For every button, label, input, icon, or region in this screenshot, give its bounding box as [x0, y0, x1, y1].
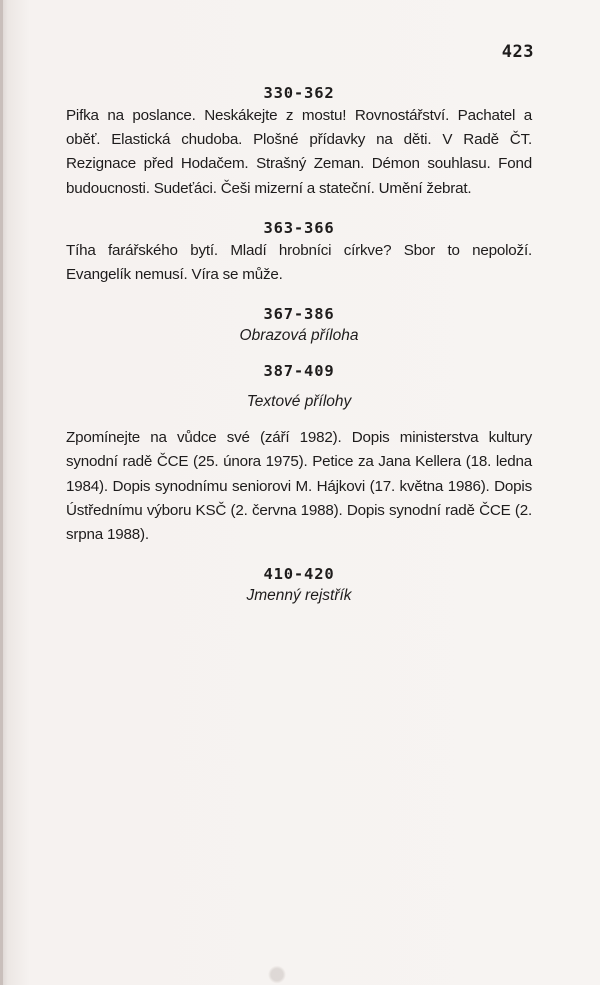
section-subtitle: Jmenný rejstřík	[246, 587, 352, 605]
toc-section	[66, 360, 532, 547]
toc-section	[66, 303, 532, 347]
section-subtitle: Obrazová příloha	[239, 327, 359, 345]
toc-section	[66, 217, 532, 287]
section-text: Tíha farářského bytí. Mladí hrobníci církve? Sbor to nepoloží. Evangelík nemusí. Víra se může.	[66, 241, 532, 284]
section-subtitle: Textové přílohy	[246, 393, 352, 411]
section-page-range: 367-386	[263, 305, 335, 324]
table-of-contents	[66, 82, 532, 607]
page-edge	[0, 0, 3, 985]
section-text: Zpomínejte na vůdce své (září 1982). Dopis ministerstva kultury synodní radě ČCE (25. února 1975). Petice za Jana Kellera (18. ledna 1984). Dopis synodnímu seniorovi M. Hájkovi (17. května 1986). Dopis Ústřednímu výboru KSČ (2. června 1988). Dopis synodní radě ČCE (2. srpna 1988).	[66, 429, 532, 544]
section-page-range: 410-420	[263, 565, 335, 584]
section-page-range: 387-409	[263, 362, 335, 381]
section-text: Pifka na poslance. Neskákejte z mostu! Rovnostářství. Pachatel a oběť. Elastická chudoba. Plošné přídavky na děti. V Radě ČT. Rezignace před Hodačem. Strašný Zeman. Démon souhlasu. Fond budoucnosti. Sudeťáci. Češi mizerní a stateční. Umění žebrat.	[66, 107, 532, 197]
toc-section	[66, 563, 532, 607]
section-page-range: 330-362	[263, 84, 335, 102]
toc-section	[66, 82, 532, 201]
paper-stain	[262, 959, 292, 985]
page-number: 423	[501, 42, 534, 62]
section-page-range: 363-366	[263, 218, 335, 237]
